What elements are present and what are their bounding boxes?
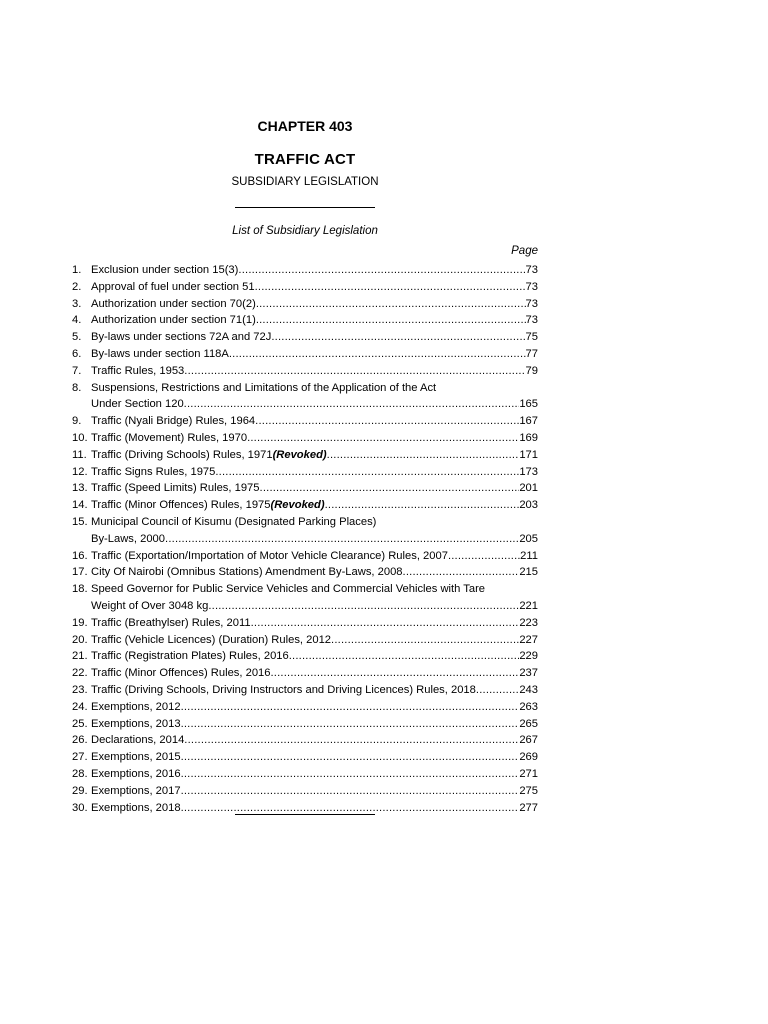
entry-title: Traffic (Registration Plates) Rules, 2016 — [91, 650, 289, 663]
entry-title: Exemptions, 2012 — [91, 700, 181, 713]
entry-number: 29. — [72, 784, 88, 797]
entry-title: By-laws under sections 72A and 72J — [91, 331, 272, 344]
entry-title: Exemptions, 2016 — [91, 767, 181, 780]
entry-line — [72, 363, 538, 380]
list-title: List of Subsidiary Legislation — [232, 225, 378, 237]
entry-page-number: 243 — [519, 683, 538, 696]
entry-number: 26. — [72, 734, 88, 747]
entry-number: 9. — [72, 415, 82, 428]
entry-line — [72, 732, 538, 749]
entry-line — [72, 615, 538, 632]
dot-leader — [255, 279, 526, 296]
toc-entry — [72, 732, 538, 749]
entry-title-line1: Speed Governor for Public Service Vehicles and Commercial Vehicles with Tare — [91, 583, 486, 596]
entry-number: 16. — [72, 549, 88, 562]
divider-bottom — [235, 814, 375, 815]
dot-leader — [476, 682, 519, 699]
entry-title: Declarations, 2014 — [91, 734, 185, 747]
entry-title-line1: Suspensions, Restrictions and Limitations of the Application of the Act — [91, 381, 437, 394]
entry-page-number: 265 — [519, 717, 538, 730]
dot-leader — [325, 497, 520, 514]
entry-line — [72, 766, 538, 783]
chapter-heading: CHAPTER 403 — [257, 118, 353, 134]
entry-number: 25. — [72, 717, 88, 730]
toc-entry — [72, 766, 538, 783]
entry-line — [72, 531, 538, 548]
dot-leader — [238, 262, 525, 279]
entry-title: By-Laws, 2000 — [91, 532, 166, 545]
entry-page-number: 229 — [519, 650, 538, 663]
entry-line — [72, 480, 538, 497]
toc-entry — [72, 413, 538, 430]
entry-title: Exemptions, 2015 — [91, 751, 181, 764]
entry-number: 7. — [72, 364, 82, 377]
entry-title: Authorization under section 70(2) — [91, 297, 256, 310]
entry-title: Exemptions, 2017 — [91, 784, 181, 797]
entry-number: 4. — [72, 314, 82, 327]
entry-title-line1: Municipal Council of Kisumu (Designated Parking Places) — [91, 515, 377, 528]
entry-title: City Of Nairobi (Omnibus Stations) Amendment By-Laws, 2008 — [91, 566, 403, 579]
toc-entry — [72, 312, 538, 329]
dot-leader — [184, 363, 525, 380]
entry-number: 13. — [72, 482, 88, 495]
entry-title: Exemptions, 2018 — [91, 801, 181, 814]
entry-number: 20. — [72, 633, 88, 646]
toc-entry — [72, 632, 538, 649]
entry-number: 3. — [72, 297, 82, 310]
toc-entry — [72, 615, 538, 632]
entry-page-number: 167 — [519, 415, 538, 428]
entry-title: By-laws under section 118A — [91, 347, 229, 360]
entry-title: Exemptions, 2013 — [91, 717, 181, 730]
entry-number: 10. — [72, 431, 88, 444]
entry-number: 15. — [72, 515, 88, 528]
entry-title: Traffic (Driving Schools) Rules, 1971 — [91, 448, 273, 461]
entry-page-number: 221 — [519, 599, 538, 612]
dot-leader — [255, 413, 519, 430]
entry-page-number: 73 — [525, 280, 538, 293]
entry-title: Traffic (Exportation/Importation of Motor Vehicle Clearance) Rules, 2007 — [91, 549, 448, 562]
entry-title: Approval of fuel under section 51 — [91, 280, 255, 293]
toc-entry — [72, 346, 538, 363]
entry-line — [72, 279, 538, 296]
entry-number: 28. — [72, 767, 88, 780]
entry-line — [72, 464, 538, 481]
entry-title: Traffic (Speed Limits) Rules, 1975 — [91, 482, 260, 495]
toc-entry — [72, 581, 538, 615]
entry-title: Traffic (Driving Schools, Driving Instructors and Driving Licences) Rules, 2018 — [91, 683, 476, 696]
entry-line — [72, 312, 538, 329]
entry-number: 11. — [72, 448, 87, 461]
entry-line — [72, 413, 538, 430]
dot-leader — [331, 632, 519, 649]
entry-number: 12. — [72, 465, 88, 478]
toc-entry — [72, 380, 538, 414]
entry-number: 18. — [72, 583, 88, 596]
entry-line — [72, 749, 538, 766]
toc-entry — [72, 262, 538, 279]
entry-number: 5. — [72, 331, 82, 344]
toc-entry — [72, 665, 538, 682]
entry-line — [72, 296, 538, 313]
revoked-label: (Revoked) — [270, 499, 325, 512]
dot-leader — [256, 312, 526, 329]
entry-page-number: 205 — [519, 532, 538, 545]
toc-entry — [72, 548, 538, 565]
dot-leader — [184, 732, 519, 749]
entry-title: Traffic (Minor Offences) Rules, 1975 — [91, 499, 271, 512]
entry-line — [72, 632, 538, 649]
entry-line — [72, 564, 538, 581]
entry-page-number: 165 — [519, 398, 538, 411]
page-column-header: Page — [511, 245, 538, 257]
entry-page-number: 269 — [519, 751, 538, 764]
toc-entry — [72, 648, 538, 665]
dot-leader — [247, 430, 519, 447]
entry-number: 1. — [72, 264, 82, 276]
toc-entry — [72, 699, 538, 716]
toc-entry — [72, 464, 538, 481]
toc-entry — [72, 363, 538, 380]
entry-line — [72, 447, 538, 464]
dot-leader — [289, 648, 520, 665]
subtitle: SUBSIDIARY LEGISLATION — [231, 176, 379, 188]
entry-page-number: 79 — [525, 364, 538, 377]
entry-number: 6. — [72, 347, 82, 360]
entry-line — [72, 497, 538, 514]
entry-line — [72, 346, 538, 363]
entry-number: 23. — [72, 683, 88, 696]
entry-page-number: 169 — [519, 431, 538, 444]
dot-leader — [256, 296, 526, 313]
entry-number: 24. — [72, 700, 88, 713]
entry-line — [72, 329, 538, 346]
dot-leader — [251, 615, 520, 632]
entry-page-number: 73 — [525, 314, 538, 327]
entry-line — [72, 548, 538, 565]
dot-leader — [260, 480, 520, 497]
entry-title: Traffic (Minor Offences) Rules, 2016 — [91, 667, 271, 680]
entry-number: 17. — [72, 566, 88, 579]
toc-entry — [72, 296, 538, 313]
toc-entry — [72, 749, 538, 766]
contents-list — [72, 262, 538, 816]
entry-page-number: 267 — [519, 734, 538, 747]
entry-number: 27. — [72, 751, 88, 764]
dot-leader — [403, 564, 520, 581]
entry-page-number: 277 — [519, 801, 538, 814]
entry-line — [72, 665, 538, 682]
entry-title: Traffic (Vehicle Licences) (Duration) Rules, 2012 — [91, 633, 332, 646]
revoked-label: (Revoked) — [272, 448, 327, 461]
entry-number: 30. — [72, 801, 88, 814]
divider-top — [235, 207, 375, 208]
dot-leader — [181, 783, 520, 800]
entry-title: Authorization under section 71(1) — [91, 314, 256, 327]
toc-entry — [72, 682, 538, 699]
toc-entry — [72, 716, 538, 733]
entry-page-number: 77 — [525, 347, 538, 360]
dot-leader — [165, 531, 519, 548]
entry-line — [72, 699, 538, 716]
dot-leader — [181, 766, 520, 783]
dot-leader — [181, 716, 520, 733]
entry-page-number: 215 — [519, 566, 538, 579]
entry-line — [72, 783, 538, 800]
entry-number: 8. — [72, 381, 82, 394]
entry-line — [72, 396, 538, 413]
toc-entry — [72, 447, 538, 464]
entry-page-number: 237 — [519, 667, 538, 680]
toc-entry — [72, 783, 538, 800]
dot-leader — [181, 699, 520, 716]
entry-page-number: 173 — [519, 465, 538, 478]
entry-number: 21. — [72, 650, 88, 663]
entry-title: Weight of Over 3048 kg — [91, 599, 209, 612]
entry-page-number: 203 — [519, 499, 538, 512]
entry-page-number: 275 — [519, 784, 538, 797]
entry-page-number: 211 — [520, 549, 538, 562]
entry-page-number: 171 — [519, 448, 538, 461]
entry-title: Traffic (Breathylser) Rules, 2011 — [91, 616, 251, 629]
dot-leader — [184, 396, 520, 413]
dot-leader — [271, 329, 525, 346]
entry-number: 2. — [72, 280, 82, 293]
entry-page-number: 75 — [525, 331, 538, 344]
toc-entry — [72, 329, 538, 346]
entry-number: 14. — [72, 499, 88, 512]
toc-entry — [72, 497, 538, 514]
entry-page-number: 227 — [519, 633, 538, 646]
dot-leader — [181, 749, 520, 766]
entry-line — [72, 716, 538, 733]
entry-line — [72, 598, 538, 615]
entry-line — [72, 682, 538, 699]
toc-entry — [72, 279, 538, 296]
entry-title: Traffic Rules, 1953 — [91, 364, 185, 377]
entry-page-number: 271 — [519, 767, 538, 780]
entry-title: Traffic Signs Rules, 1975 — [91, 465, 216, 478]
toc-entry — [72, 430, 538, 447]
dot-leader — [327, 447, 520, 464]
dot-leader — [271, 665, 520, 682]
dot-leader — [229, 346, 526, 363]
entry-title: Traffic (Movement) Rules, 1970 — [91, 431, 248, 444]
toc-entry — [72, 564, 538, 581]
entry-page-number: 223 — [519, 616, 538, 629]
entry-line — [72, 648, 538, 665]
entry-page-number: 73 — [525, 264, 538, 276]
entry-title: Under Section 120 — [91, 398, 184, 411]
entry-number: 19. — [72, 616, 88, 629]
entry-page-number: 201 — [519, 482, 538, 495]
toc-entry — [72, 480, 538, 497]
entry-page-number: 263 — [519, 700, 538, 713]
toc-entry — [72, 514, 538, 548]
entry-line — [72, 262, 538, 279]
entry-page-number: 73 — [525, 297, 538, 310]
dot-leader — [215, 464, 519, 481]
entry-number: 22. — [72, 667, 88, 680]
dot-leader — [448, 548, 520, 565]
dot-leader — [208, 598, 519, 615]
entry-line — [72, 430, 538, 447]
act-title: TRAFFIC ACT — [254, 151, 356, 168]
entry-title: Exclusion under section 15(3) — [91, 264, 239, 276]
entry-title: Traffic (Nyali Bridge) Rules, 1964 — [91, 415, 256, 428]
